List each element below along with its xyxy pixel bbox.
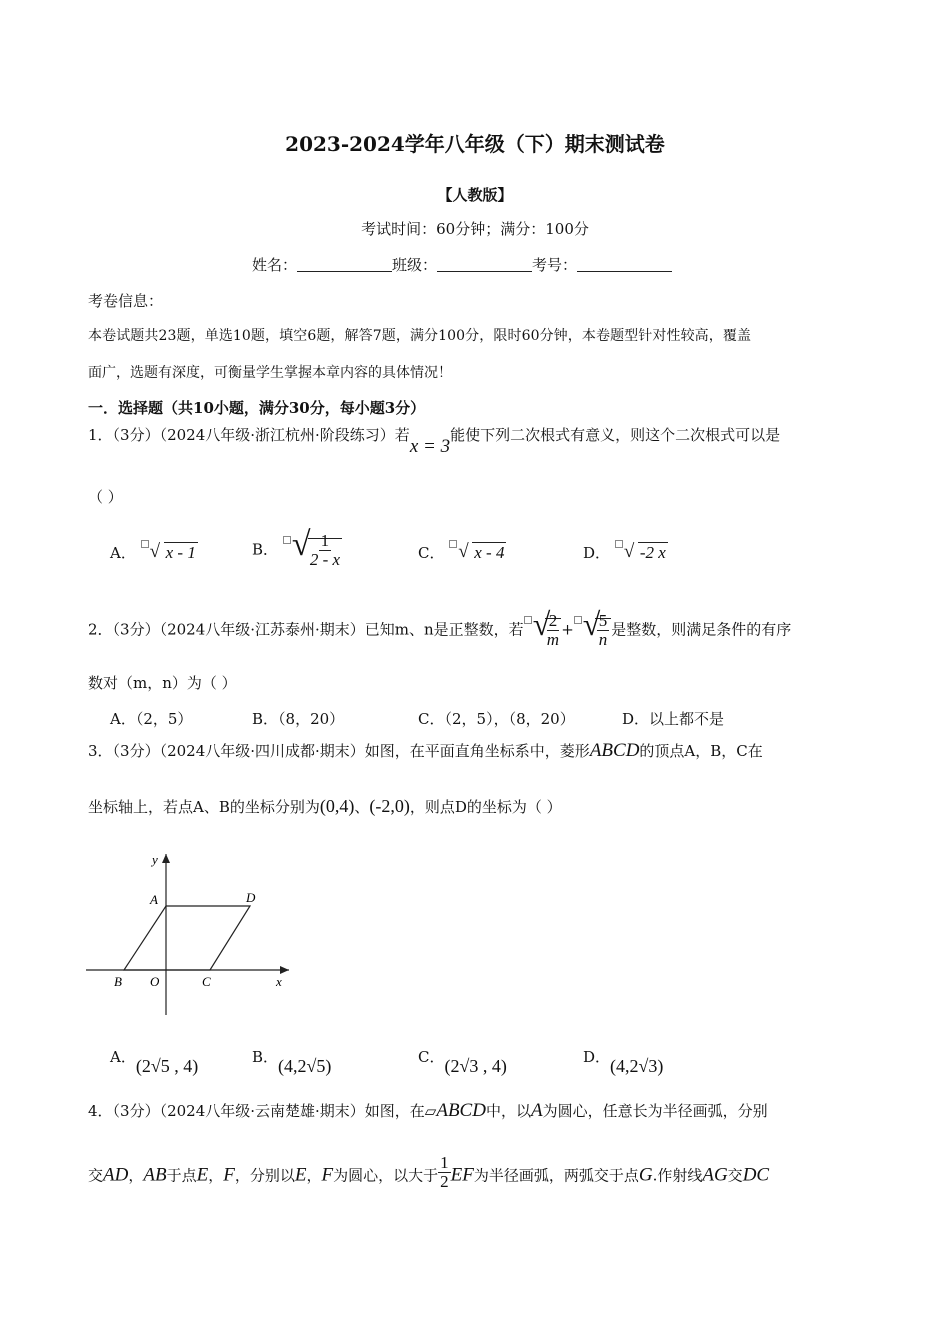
q1-option-d-label: D． [583, 544, 611, 562]
q1-option-b-numerator: 1 [320, 531, 330, 550]
q4-text: 为圆心，以大于 [333, 1166, 439, 1185]
q1-suffix: 能使下列二次根式有意义，则这个二次根式可以是 [450, 426, 781, 444]
label-d: D [246, 890, 256, 905]
q3-line-2 [88, 796, 562, 817]
info-label: 考卷信息： [88, 292, 164, 310]
q3-suffix: 的顶点A，B，C在 [639, 742, 763, 760]
student-info-line [252, 254, 672, 275]
sqrt-icon: √ -2 x [623, 541, 666, 562]
q1-option-b-label: B． [252, 540, 279, 559]
q2-option-d: D．以上都不是 [622, 710, 725, 728]
name-blank [297, 255, 392, 272]
segment-ef: EF [450, 1164, 474, 1186]
q1-option-a [110, 540, 198, 563]
q2-frac2-den: n [598, 630, 608, 649]
segment-ab: AB [143, 1164, 167, 1186]
q2-frac2-num: 5 [598, 611, 608, 630]
q3-figure [84, 850, 299, 1030]
sqrt-icon: √ $\frac{2}{m}$ [533, 612, 562, 649]
q1-option-c [418, 540, 506, 563]
name-label: 姓名： [252, 256, 298, 274]
exam-time-info: 考试时间：60分钟；满分：100分 [361, 220, 589, 238]
q2-suffix: 是整数，则满足条件的有序 [611, 620, 792, 639]
q3-option-d [583, 1046, 664, 1076]
q4-shape: ABCD [436, 1100, 486, 1121]
edition-label: 【人教版】 [437, 186, 513, 204]
sqrt-icon: √ $\frac{1}{2 - x}$ [291, 526, 341, 569]
question-2 [88, 606, 792, 649]
q3-option-b-value: (4,2√5) [278, 1056, 332, 1076]
q1-option-b-denominator: 2 - x [309, 550, 341, 569]
q1-option-d-value: -2 x [639, 543, 666, 562]
class-label: 班级： [392, 256, 438, 274]
label-b: B [114, 974, 122, 989]
q3-line2-suffix: ，则点D的坐标为（ ） [409, 798, 562, 816]
radical-placeholder-icon [574, 616, 582, 624]
label-a: A [150, 892, 158, 907]
q4-mid: 中，以 [485, 1102, 531, 1120]
id-blank [577, 255, 672, 272]
q4-text: ，分别以 [234, 1166, 295, 1185]
q4-text: 交 [88, 1166, 104, 1185]
q4-text: 于点 [166, 1166, 197, 1185]
point-f: F [321, 1164, 334, 1186]
class-blank [437, 255, 532, 272]
section-heading: 一．选择题（共10小题，满分30分，每小题3分） [88, 399, 426, 417]
sqrt-icon: √ $\frac{5}{n}$ [583, 612, 612, 649]
q4-text: 交 [727, 1166, 743, 1185]
q2-frac1-den: m [546, 630, 560, 649]
half-den: 2 [440, 1172, 449, 1191]
q3-option-a [110, 1046, 199, 1076]
q3-coord-b: (-2,0) [369, 796, 410, 816]
q2-option-a: A．（2，5） [110, 710, 193, 728]
q1-option-c-value: x - 4 [474, 543, 505, 562]
q4-suffix: 为圆心，任意长为半径画弧，分别 [542, 1102, 768, 1120]
label-c: C [202, 974, 211, 989]
q2-option-b: B．（8，20） [252, 710, 345, 728]
point-e: E [294, 1164, 307, 1186]
q2-line-2: 数对（m，n）为（ ） [88, 674, 237, 692]
sqrt-icon: √ x - 4 [458, 541, 505, 562]
q3-option-c [418, 1046, 507, 1076]
q1-option-d [583, 540, 668, 563]
point-f: F [223, 1164, 235, 1186]
question-1 [88, 424, 781, 457]
q2-plus: + [561, 620, 574, 639]
q4-comma: ， [128, 1166, 144, 1185]
q3-option-c-value: (2√3 , 4) [444, 1056, 507, 1076]
q2-frac1-num: 2 [548, 611, 558, 630]
point-g: G [638, 1164, 653, 1186]
q1-paren: （ ） [88, 488, 123, 506]
q3-prefix: 3．（3分）（2024八年级·四川成都·期末）如图，在平面直角坐标系中，菱形 [88, 742, 590, 760]
q1-condition: x = 3 [409, 436, 451, 457]
q3-option-b-label: B． [252, 1048, 279, 1066]
q3-shape: ABCD [589, 740, 640, 761]
id-label: 考号： [532, 256, 578, 274]
label-x: x [276, 974, 282, 989]
y-axis-arrow-icon [162, 854, 170, 863]
sqrt-icon: √ x - 1 [149, 541, 196, 562]
rhombus-abcd [124, 906, 250, 970]
q2-option-c: C．（2，5），（8，20） [418, 710, 575, 728]
q3-option-d-label: D． [583, 1048, 611, 1066]
radical-placeholder-icon [141, 540, 149, 548]
half-fraction [438, 1154, 451, 1191]
page-title: 2023-2024学年八年级（下）期末测试卷 [285, 132, 665, 156]
q4-prefix: 4．（3分）（2024八年级·云南楚雄·期末）如图，在▱ [88, 1102, 437, 1120]
q3-separator: 、 [354, 798, 370, 816]
x-axis-arrow-icon [280, 966, 289, 974]
q1-option-a-label: A． [110, 544, 136, 562]
info-line-1: 本卷试题共23题，单选10题，填空6题，解答7题，满分100分，限时60分钟，本卷题型针对性较高，覆盖 [88, 328, 752, 344]
radical-placeholder-icon [283, 536, 291, 544]
q3-coord-a: (0,4) [319, 796, 355, 816]
q4-text: 为半径画弧，两弧交于点 [473, 1166, 639, 1185]
q1-option-c-label: C． [418, 544, 445, 562]
half-num: 1 [440, 1153, 449, 1172]
q2-prefix: 2．（3分）（2024八年级·江苏泰州·期末）已知m、n是正整数，若 [88, 620, 524, 639]
segment-dc: DC [742, 1164, 770, 1186]
q3-option-a-label: A． [110, 1048, 136, 1066]
point-e: E [196, 1164, 209, 1186]
q3-option-d-value: (4,2√3) [610, 1056, 664, 1076]
question-4 [88, 1100, 768, 1122]
radical-placeholder-icon [449, 540, 457, 548]
radical-placeholder-icon [615, 540, 623, 548]
segment-ad: AD [103, 1164, 129, 1186]
q3-line2-prefix: 坐标轴上，若点A、B的坐标分别为 [88, 798, 320, 816]
question-3 [88, 740, 763, 762]
q1-option-a-value: x - 1 [165, 543, 196, 562]
q4-text: .作射线 [652, 1166, 703, 1185]
q4-line-2: 交AD，AB于点E，F，分别以E，F为圆心，以大于 $\frac{1}{2}$ EF为半径画弧，两弧交于点G.作射线AG交DC [88, 1153, 770, 1191]
q1-option-b [252, 526, 342, 569]
q4-point-a: A [530, 1100, 543, 1121]
label-o: O [150, 974, 160, 989]
label-y: y [152, 852, 158, 867]
q3-option-a-value: (2√5 , 4) [135, 1056, 199, 1076]
q3-option-c-label: C． [418, 1048, 445, 1066]
info-line-2: 面广，选题有深度，可衡量学生掌握本章内容的具体情况！ [88, 365, 452, 381]
ray-ag: AG [702, 1164, 728, 1186]
q3-option-b [252, 1046, 332, 1076]
q1-prefix: 1．（3分）（2024八年级·浙江杭州·阶段练习）若 [88, 426, 410, 444]
radical-placeholder-icon [524, 616, 532, 624]
